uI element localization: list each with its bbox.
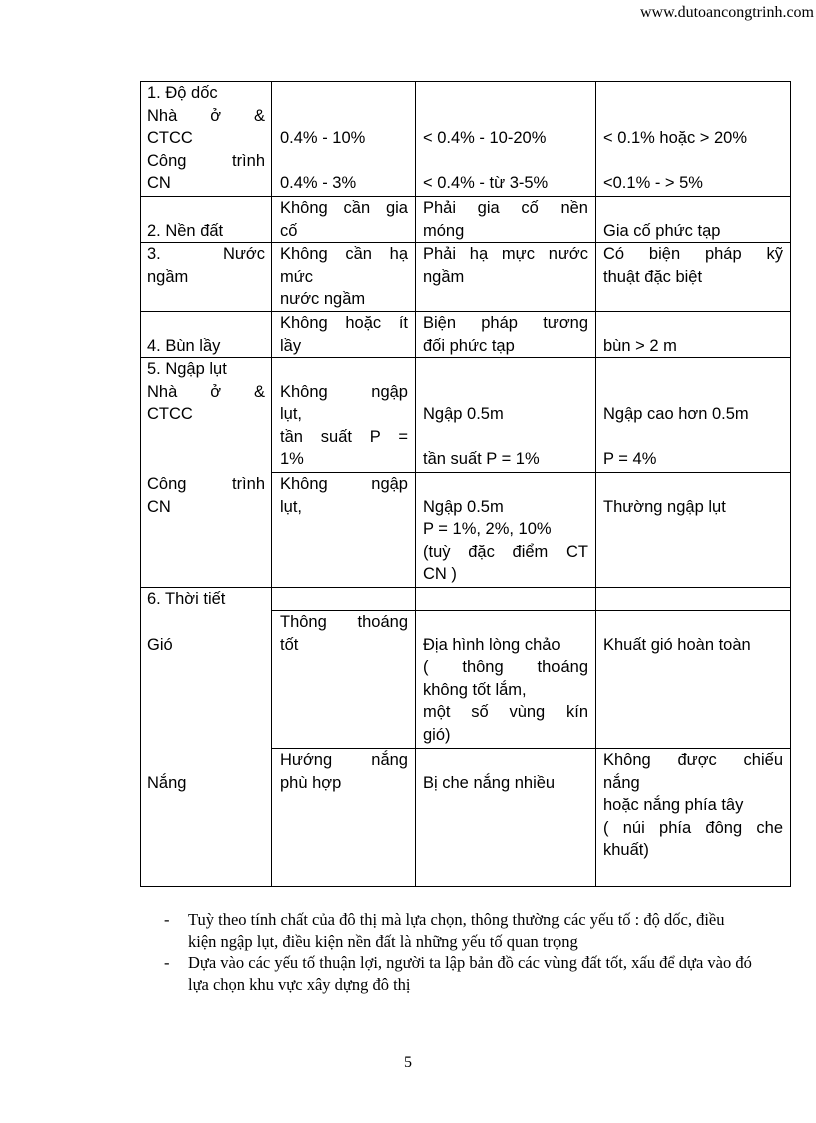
table-cell: Không cần gia cố [280, 199, 408, 240]
table-cell: Không được chiếu nắng hoặc nắng phía tây ( núi phía đông che khuất) [603, 751, 783, 859]
table-cell: Ngập cao hơn 0.5m P = 4% [603, 405, 749, 468]
table-cell: Ngập 0.5m P = 1%, 2%, 10% (tuỳ đặc điểm CT CN ) [423, 497, 588, 583]
table-cell: bùn > 2 m [603, 336, 677, 355]
table-cell: 2. Nền đất [147, 221, 224, 240]
table-cell: 6. Thời tiết [147, 590, 226, 608]
table-cell: Thường ngập lụt [603, 497, 726, 516]
table-cell: Gió [147, 635, 173, 654]
table-cell: Thông thoáng tốt [280, 613, 408, 654]
notes-list [164, 909, 754, 995]
table-cell: Ngập 0.5m tần suất P = 1% [423, 405, 540, 468]
table-cell: 4. Bùn lầy [147, 336, 221, 355]
list-item [164, 909, 754, 952]
table-cell: 5. Ngập lụt Nhà ở & CTCC [147, 360, 265, 423]
table-cell: Hướng nắng phù hợp [280, 751, 408, 792]
table-cell: Gia cố phức tạp [603, 221, 721, 240]
page-number: 5 [404, 1054, 412, 1071]
table-cell: 3. Nước ngầm [147, 245, 265, 286]
table-cell: Không ngập lụt, [280, 475, 408, 516]
table-cell: < 0.4% - 10-20% < 0.4% - từ 3-5% [423, 129, 549, 192]
note-text: Tuỳ theo tính chất của đô thị mà lựa chọn, thông thường các yếu tố : độ dốc, điều kiện ngập lụt, điều kiện nền đất là những yếu tố quan trọng [188, 910, 725, 951]
table-cell: Bị che nắng nhiều [423, 773, 556, 792]
bullet-dash: - [164, 953, 170, 972]
table-cell: Không ngập lụt, tần suất P = 1% [280, 382, 408, 468]
list-item [164, 952, 754, 995]
table-cell: < 0.1% hoặc > 20% <0.1% - > 5% [603, 129, 748, 192]
table-cell: Phải hạ mực nước ngầm [423, 245, 588, 286]
table-cell: Biện pháp tương đối phức tạp [423, 314, 588, 355]
table-cell: 1. Độ dốc Nhà ở & CTCC Công trình CN [147, 84, 265, 192]
table-cell: Nắng [147, 773, 187, 792]
bullet-dash: - [164, 910, 170, 929]
table-cell [280, 588, 408, 611]
table-cell: Không hoặc ít lầy [280, 314, 408, 355]
table-cell: Có biện pháp kỹ thuật đặc biệt [603, 245, 783, 286]
table-cell: Khuất gió hoàn toàn [603, 635, 751, 654]
table-cell: Địa hình lòng chảo ( thông thoáng không tốt lắm, một số vùng kín gió) [423, 635, 588, 744]
table-cell: Không cần hạ mức nước ngầm [280, 245, 408, 308]
table-cell [423, 588, 588, 611]
note-text: Dựa vào các yếu tố thuận lợi, người ta lập bản đồ các vùng đất tốt, xấu để dựa vào đó lựa chọn khu vực xây dựng đô thị [188, 953, 752, 994]
site-url[interactable]: www.dutoancongtrinh.com [639, 4, 814, 21]
table-cell: 0.4% - 10% 0.4% - 3% [280, 129, 366, 192]
table-cell [603, 588, 783, 611]
table-cell: Phải gia cố nền móng [423, 199, 588, 240]
table-cell: Công trình CN [147, 475, 265, 516]
